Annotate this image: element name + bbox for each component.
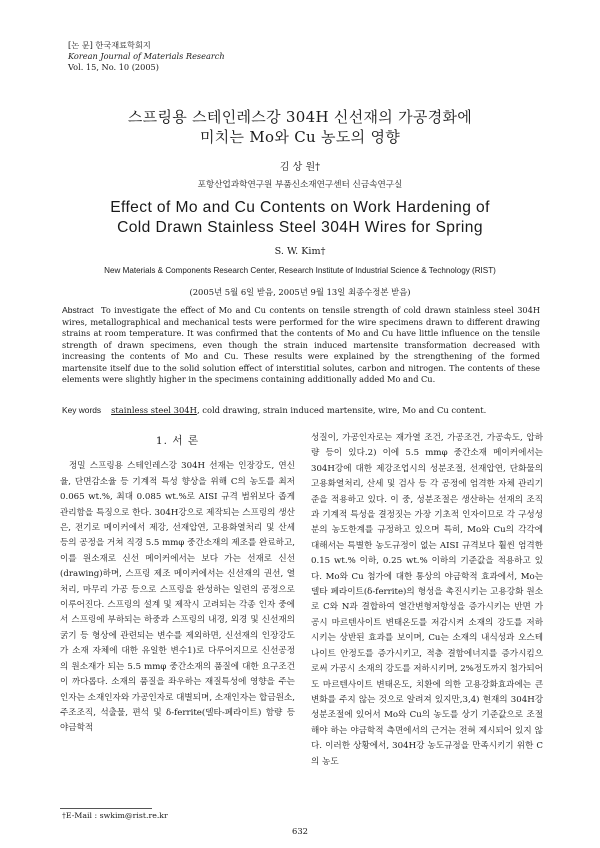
abstract-label: Abstract [62,305,94,315]
right-column [311,431,543,770]
english-title-line1: Effect of Mo and Cu Contents on Work Hardening of [110,199,490,216]
korean-title-line1: 스프링용 스테인레스강 304H 신선재의 가공경화에 [127,108,473,126]
korean-title [0,107,600,147]
english-affiliation: New Materials & Components Research Center, Research Institute of Industrial Science & Technology (RIST) [104,266,496,275]
keywords-rest: , cold drawing, strain induced martensite, wire, Mo and Cu content. [196,405,487,415]
footnote-email: †E-Mail : swkim@rist.re.kr [62,811,168,820]
journal-header [68,40,225,73]
page-number: 632 [292,826,308,836]
section-heading: 1. 서 론 [155,435,200,447]
korean-title-line2: 미치는 Mo와 Cu 농도의 영향 [199,128,401,146]
abstract-text: To investigate the effect of Mo and Cu contents on tensile strength of cold drawn stainless steel 304H wires, metallographical and mechanical tests were performed for the wire specimens drawn to different drawing strains at room temperature. It was confirmed that the contents of Mo and Cu have little influence on the tensile strength of drawn specimens, even though the strain induced martensite transformation decreased with increasing the contents of Mo and Cu. These results were explained by the strengthening of the formed martensite itself due to the solid solution effect of interstitial solutes, carbon and nitrogen. The contents of these elements were slightly higher in the specimens containing additionally added Mo and Cu. [62,305,540,384]
english-title-line2: Cold Drawn Stainless Steel 304H Wires for Spring [117,219,483,236]
keywords-label: Key words [62,405,102,415]
journal-volume: Vol. 15, No. 10 (2005) [68,62,159,72]
abstract [62,305,540,386]
keyword-first: stainless steel 304H [111,405,197,415]
received-dates: (2005년 5월 6일 받음, 2005년 9월 13일 최종수정본 받음) [189,287,411,297]
left-column [60,432,295,737]
korean-affiliation: 포항산업과학연구원 부품신소재연구센터 신금속연구실 [197,180,403,190]
footnote-divider [60,808,152,809]
keywords [62,405,542,415]
journal-name: Korean Journal of Materials Research [68,51,225,61]
english-author: S. W. Kim† [274,246,326,257]
left-column-text: 정밀 스프링용 스테인레스강 304H 선재는 인장강도, 연신율, 단면감소율 등 기계적 특성 향상을 위해 C의 농도를 최저 0.065 wt.%, 최대 0.085 wt.%로 AISI 규격 범위보다 좁게 관리함을 특징으로 한다. 304H강으로 제작되는 스프링의 생산은, 전기로 메이커에서 제강, 선재압연, 고용화열처리 및 산세 등의 공정을 거쳐 직경 5.5 mmφ 중간소재의 제조를 완료하고, 이를 원소재로 신선 메이커에서는 보다 가는 선재로 신선(drawing)하며, 스프링 제조 메이커에서는 신선재의 권선, 열처리, 마무리 가공 등으로 스프링을 완성하는 일련의 공정으로 이루어진다. 스프링의 설계 및 제작시 고려되는 각종 인자 중에서 스프링에 부하되는 하중과 스프링의 내경, 외경 및 신선재의 굵기 등 형상에 관련되는 변수를 제외하면, 신선재의 인장강도가 소재 자체에 대한 유일한 변수1)로 다루어지므로 신선공정의 원소재가 되는 5.5 mmφ 중간소재의 품질에 대한 요구조건이 까다롭다. 소재의 품질을 좌우하는 재질특성에 영향을 주는 인자는 소재인자와 가공인자로 대별되며, 소재인자는 합금원소, 주조조직, 석출물, 편석 및 δ-ferrite(델타-페라이트) 함량 등 야금학적 [60,461,295,734]
right-column-text: 성질이, 가공인자로는 재가열 조건, 가공조건, 가공속도, 압하량 등이 있다.2) 이에 5.5 mmφ 중간소재 메이커에서는 304H강에 대한 제강조업시의 성분조절, 선재압연, 단화물의 고용화열처리, 산세 및 검사 등 각 공정에 엄격한 자체 관리기준을 적용하고 있다. 이 중, 성분조절은 생산하는 선재의 조직과 기계적 특성을 결정짓는 가장 기초적 인자이므로 각 구성성분의 농도한계를 규정하고 있으며 특히, Mo와 Cu의 각각에 대해서는 특별한 농도규정이 없는 AISI 규격보다 훨씬 엄격한 0.15 wt.% 이하, 0.25 wt.% 이하의 기준값을 적용하고 있다. Mo와 Cu 첨가에 대한 통상의 야금학적 효과에서, Mo는 델타 페라이트(δ-ferrite)의 형성을 촉진시키는 고용강화 원소로 C와 N과 결합하여 열간변형저항성을 증가시키는 반면 가공시 마르텐사이트 변태온도를 저감시켜 소재의 강도를 저하시키는 상반된 효과를 보이며, Cu는 소재의 내식성과 오스테나이트 안정도를 증가시키고, 적층 결함에너지를 증가시킴으로써 가공시 소재의 강도를 저하시키며, 2%정도까지 첨가되어도 마르텐사이트 변태온도, 치환에 의한 고용강화효과에는 큰 변화를 주지 않는 것으로 알려져 있지만,3,4) 현재의 304H강 성분조절에 있어서 Mo와 Cu의 농도를 상기 기준값으로 조절해야 하는 야금학적 측면에서의 근거는 전혀 제시되어 있지 않다. 이러한 상황에서, 304H강 농도규정을 만족시키기 위한 C의 농도 [311,433,543,767]
english-title [0,198,600,238]
korean-author: 김 상 원† [279,162,321,173]
journal-category: [논 문] 한국재료학회지 [68,40,151,50]
